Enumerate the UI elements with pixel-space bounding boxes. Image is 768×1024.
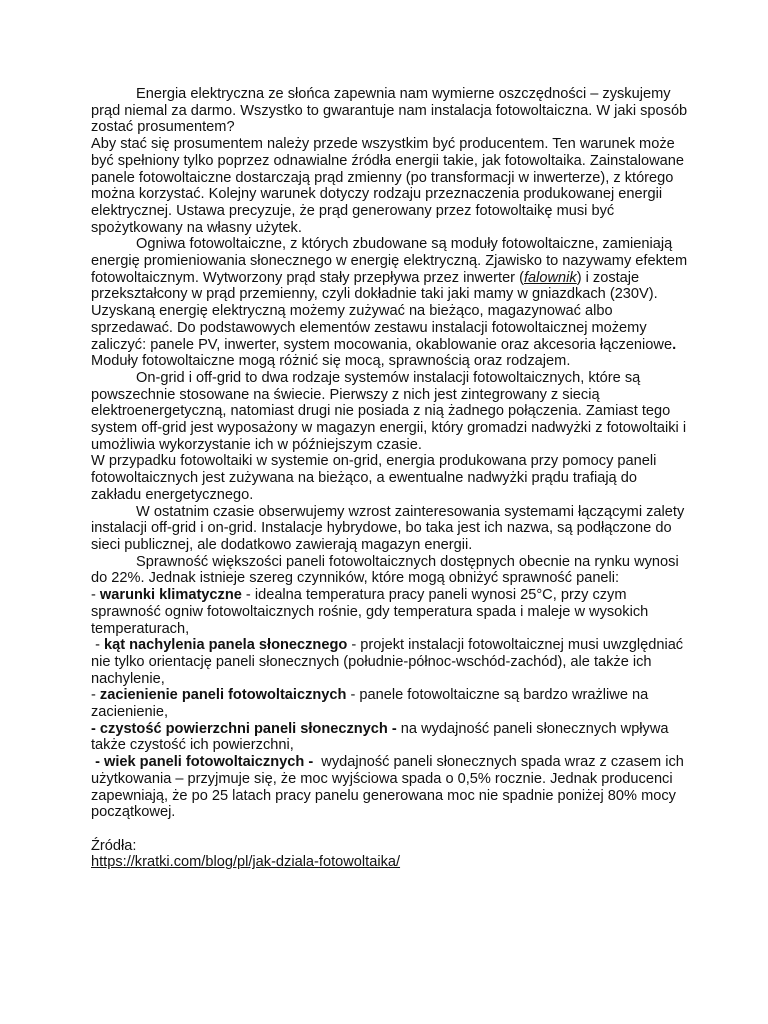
paragraph-module-differences: Moduły fotowoltaiczne mogą różnić się mocą, sprawnością oraz rodzajem. bbox=[91, 353, 571, 370]
paragraph-on-off-grid: On-grid i off-grid to dwa rodzaje systemów instalacji fotowoltaicznych, które są powszechnie stosowane na świecie. Pierwszy z nich jest zintegrowany z siecią elektroenergetyczną, natomiast drugi nie posiada z nią żadnego połączenia. Zamiast tego system off-grid jest wyposażony w magazyn energii, który gromadzi nadwyżki z fotowoltaiki i umożliwia wykorzystanie ich w późniejszym czasie. bbox=[91, 369, 687, 453]
factor-text: - projekt instalacji fotowoltaicznej musi uwzględniać nie tylko orientację paneli słonecznych (południe-północ-wschód-zachód), ale także ich nachylenie, bbox=[91, 637, 688, 687]
source-link[interactable]: https://kratki.com/blog/pl/jak-dziala-fotowoltaika/ bbox=[91, 854, 401, 871]
factor-item bbox=[91, 721, 691, 754]
paragraph-modules-text-a: Ogniwa fotowoltaiczne, z których zbudowane są moduły fotowoltaiczne, zamieniają energię promieniowania słonecznego w energię elektryczną. Zjawisko to nazywamy efektem fotowoltaicznym. Wytworzony prąd stały przepływa przez inwerter ( bbox=[91, 236, 688, 286]
factor-text: wydajność paneli słonecznych spada wraz z czasem ich użytkowania – przyjmuje się, że moc wyjściowa spada o 0,5% rocznie. Jednak producenci zapewniają, że po 25 latach pracy panelu generowana moc nie spadnie poniżej 80% mocy początkowej. bbox=[91, 754, 688, 821]
paragraph-intro: Energia elektryczna ze słońca zapewnia nam wymierne oszczędności – zyskujemy prąd niemal za darmo. Wszystko to gwarantuje nam instalacja fotowoltaiczna. W jaki sposób zostać prosumentem? bbox=[91, 86, 688, 136]
factor-item bbox=[91, 587, 691, 637]
factor-text: na wydajność paneli słonecznych wpływa także czystość ich powierzchni, bbox=[91, 720, 669, 754]
factor-title: kąt nachylenia panela słonecznego bbox=[103, 637, 348, 654]
sources-label: Źródła: bbox=[91, 837, 137, 854]
factor-text: - idealna temperatura pracy paneli wynosi 25°C, przy czym sprawność ogniw fotowoltaicznych rośnie, gdy temperatura spada i maleje w wysokich temperaturach, bbox=[91, 587, 649, 637]
paragraph-modules-text-b: ) i zostaje przekształcony w prąd przemienny, czyli dokładnie taki jaki mamy w gniazdkach (230V). Uzyskaną energię elektryczną możemy zużywać na bieżąco, magazynować albo sprzedawać. Do podstawowych elementów zestawu instalacji fotowoltaicznej możemy zaliczyć: panele PV, inwerter, system mocowania, okablowanie oraz akcesoria łączeniowe bbox=[91, 269, 673, 353]
paragraph-modules-dot: . bbox=[672, 336, 677, 353]
factor-text: - panele fotowoltaiczne są bardzo wrażliwe na zacienienie, bbox=[91, 687, 649, 721]
paragraph-modules bbox=[91, 236, 691, 353]
factor-title: - czystość powierzchni paneli słonecznych - bbox=[91, 720, 397, 737]
factor-title: zacienienie paneli fotowoltaicznych bbox=[99, 687, 347, 704]
factor-item bbox=[91, 754, 691, 821]
factor-prefix: - bbox=[91, 637, 104, 654]
factor-title: warunki klimatyczne bbox=[99, 587, 242, 604]
factor-item bbox=[91, 687, 691, 720]
paragraph-efficiency: Sprawność większości paneli fotowoltaicznych dostępnych obecnie na rynku wynosi do 22%. Jednak istnieje szereg czynników, które mogą obniżyć sprawność paneli: bbox=[91, 553, 679, 587]
factor-prefix: - bbox=[91, 687, 100, 704]
factor-title: - wiek paneli fotowoltaicznych - bbox=[95, 754, 314, 771]
factor-prefix: - bbox=[91, 587, 100, 604]
paragraph-prosument: Aby stać się prosumentem należy przede wszystkim być producentem. Ten warunek może być spełniony tylko poprzez odnawialne źródła energii takie, jak fotowoltaika. Zainstalowane panele fotowoltaiczne dostarczają prąd zmienny (po transformacji w inwerterze), z którego można korzystać. Kolejny warunek dotyczy rodzaju przeznaczenia produkowanej energii elektrycznej. Ustawa precyzuje, że prąd generowany przez fotowoltaikę musi być spożytkowany na własny użytek. bbox=[91, 136, 684, 236]
blank-line bbox=[91, 821, 691, 838]
document-page bbox=[91, 86, 691, 871]
sources-list bbox=[91, 854, 691, 871]
factor-item bbox=[91, 637, 691, 687]
falownik-link[interactable]: falownik bbox=[523, 269, 577, 286]
paragraph-on-grid: W przypadku fotowoltaiki w systemie on-grid, energia produkowana przy pomocy paneli fotowoltaicznych jest zużywana na bieżąco, a ewentualne nadwyżki prądu trafiają do zakładu energetycznego. bbox=[91, 453, 657, 503]
paragraph-hybrid: W ostatnim czasie obserwujemy wzrost zainteresowania systemami łączącymi zalety instalacji off-grid i on-grid. Instalacje hybrydowe, bo taka jest ich nazwa, są podłączone do sieci publicznej, ale dodatkowo zawierają magazyn energii. bbox=[91, 503, 685, 553]
